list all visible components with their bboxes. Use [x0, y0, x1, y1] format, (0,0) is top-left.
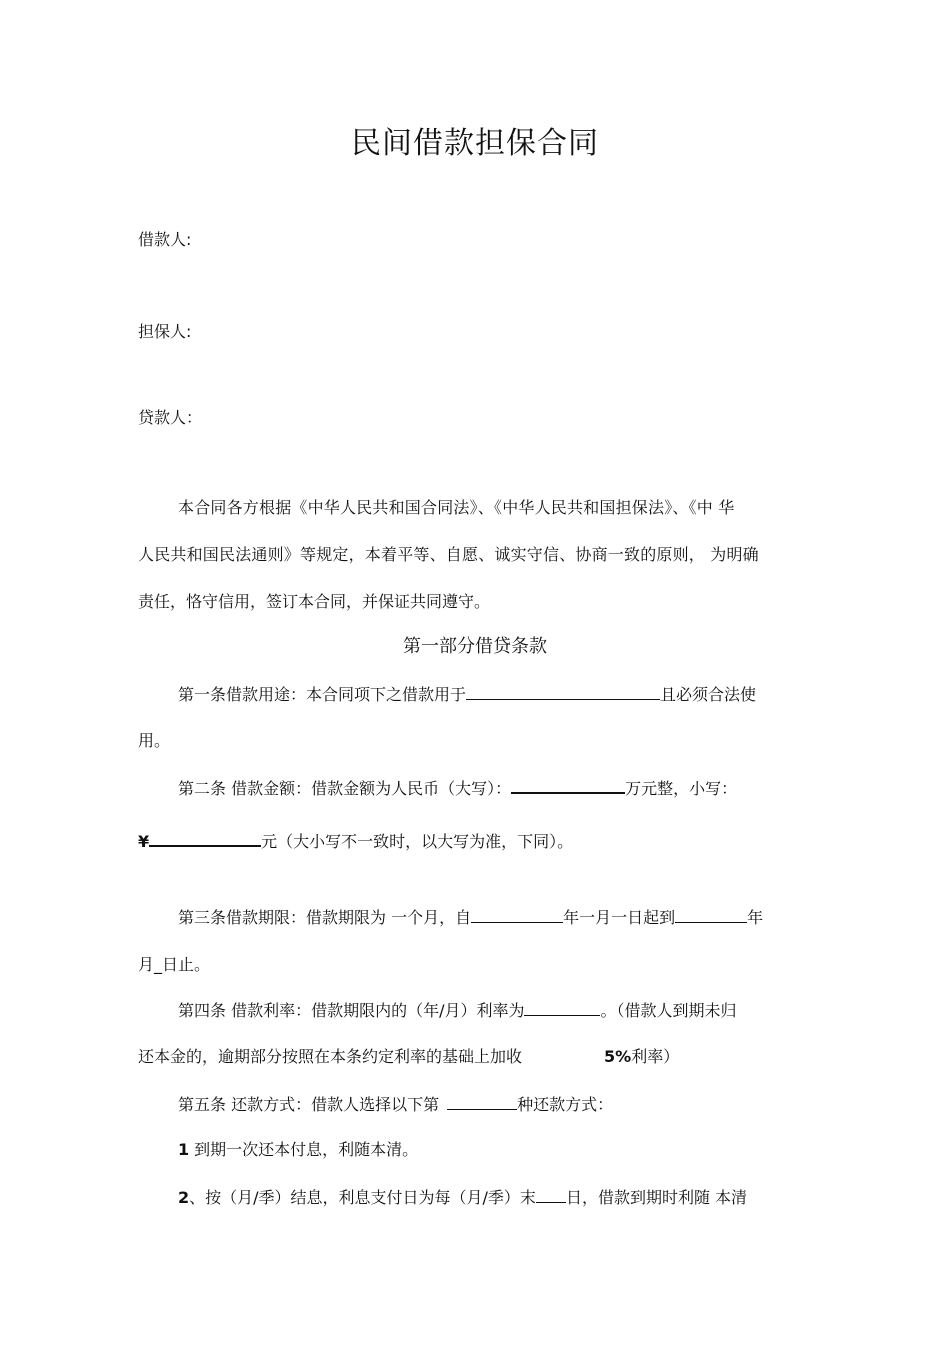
article-5-text-a: 第五条 还款方式：借款人选择以下第 [178, 1095, 440, 1114]
penalty-rate: 5% [604, 1047, 632, 1066]
option-2-text-b: 日，借款到期时利随 本清 [565, 1188, 748, 1207]
start-year-blank [471, 907, 563, 923]
article-4-line-2 [138, 1047, 679, 1067]
article-5-line-1 [178, 1094, 613, 1115]
repayment-option-1 [178, 1140, 418, 1160]
article-2-text-b: 万元整，小写： [625, 779, 738, 798]
article-3-text-c: 年 [747, 908, 764, 927]
borrower-label: 借款人: [138, 230, 192, 249]
preamble-line-1: 本合同各方根据《中华人民共和国合同法》、《中华人民共和国担保法》、《中 华 [178, 498, 735, 517]
option-1-number: 1 [178, 1140, 190, 1159]
article-2-line-1 [178, 777, 737, 799]
article-4-text-c: 还本金的，逾期部分按照在本条约定利率的基础上加收 [138, 1047, 523, 1066]
amount-lowercase-blank [149, 830, 261, 847]
section-title: 第一部分借贷条款 [403, 636, 547, 657]
article-3-text-a: 第三条借款期限：借款期限为 一个月，自 [178, 908, 472, 927]
lender-label: 贷款人： [138, 408, 203, 427]
end-year-blank [675, 907, 747, 923]
preamble-line-2: 人民共和国民法通则》等规定，本着平等、自愿、诚实守信、协商一致的原则， 为明确 [138, 545, 759, 564]
article-4-text-a: 第四条 借款利率：借款期限内的（年/月）利率为 [178, 1001, 525, 1020]
article-2-line-2 [138, 830, 573, 852]
yen-sign: ¥ [138, 832, 150, 851]
preamble-line-3: 责任，恪守信用，签订本合同，并保证共同遵守。 [138, 592, 491, 611]
repayment-choice-blank [447, 1094, 517, 1110]
amount-uppercase-blank [511, 777, 625, 794]
document-title: 民间借款担保合同 [351, 126, 599, 161]
article-4-text-b: 。（借款人到期未归 [600, 1001, 737, 1020]
payment-day-blank [536, 1187, 566, 1203]
article-4-line-1 [178, 1000, 737, 1021]
article-1-text-a: 第一条借款用途：本合同项下之借款用于 [178, 685, 467, 704]
article-2-text-a: 第二条 借款金额：借款金额为人民币（大写）： [178, 779, 512, 798]
option-2-text-a: 、按（月/季）结息，利息支付日为每（月/季）末 [189, 1188, 536, 1207]
article-5-text-b: 种还款方式： [517, 1095, 614, 1114]
article-3-text-b: 年一月一日起到 [563, 908, 676, 927]
option-2-number: 2 [178, 1188, 190, 1207]
option-1-text: 到期一次还本付息，利随本清。 [194, 1140, 419, 1159]
article-1-line-1 [178, 684, 756, 705]
article-3-line-2: 月_日止。 [138, 955, 211, 974]
article-1-text-b: 且必须合法使 [660, 685, 757, 704]
article-1-line-2: 用。 [138, 731, 171, 750]
guarantor-label: 担保人: [138, 322, 192, 341]
interest-rate-blank [524, 1000, 600, 1016]
article-3-line-1 [178, 907, 763, 928]
article-2-text-d: 元（大小写不一致时，以大写为准，下同）。 [261, 832, 574, 851]
article-4-text-e: 利率） [631, 1047, 680, 1066]
purpose-blank [466, 684, 660, 700]
repayment-option-2 [178, 1187, 747, 1208]
